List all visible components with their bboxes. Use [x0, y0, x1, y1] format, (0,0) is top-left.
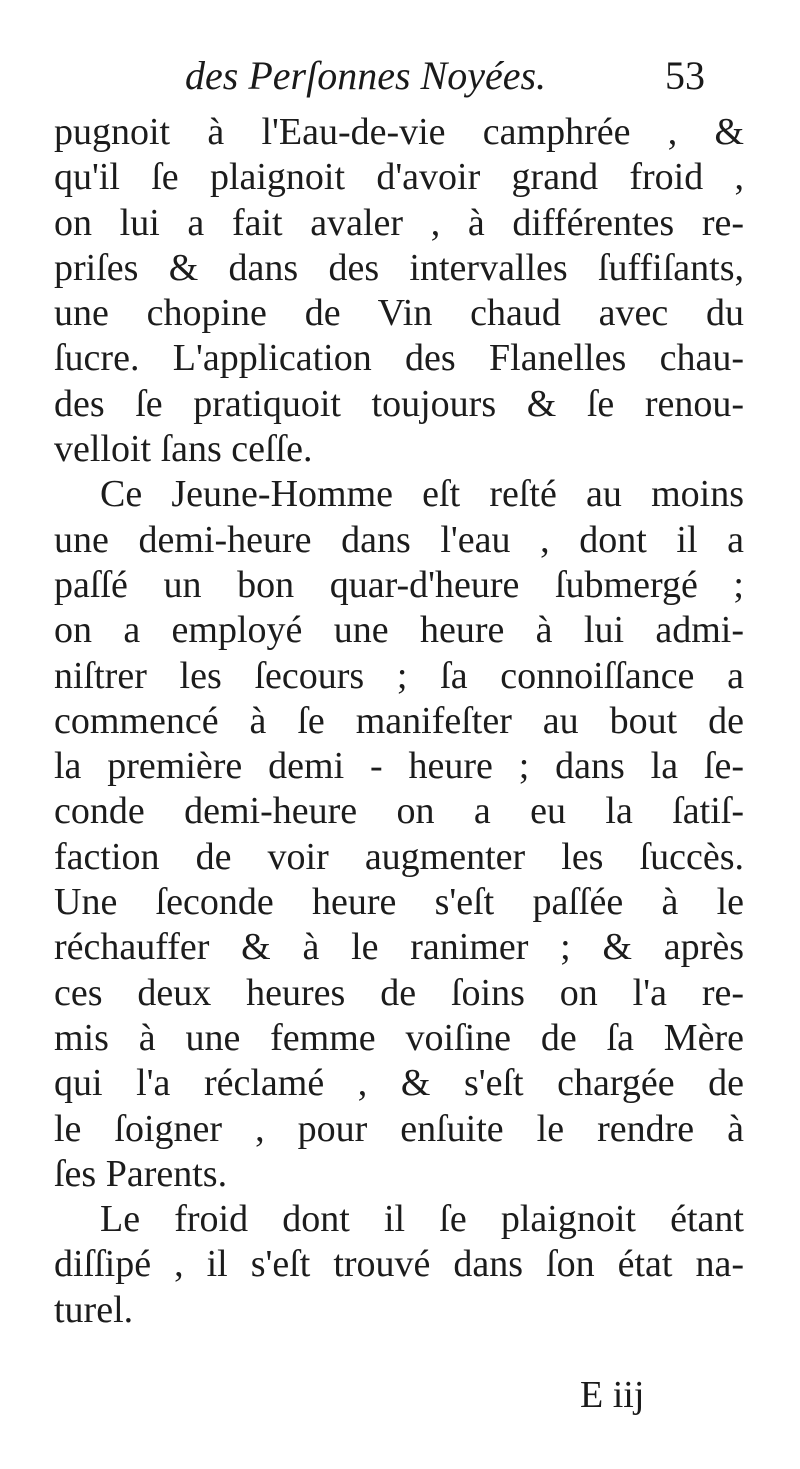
text-line: faction de voir augmenter les ſuccès. — [54, 835, 744, 878]
page-number: 53 — [665, 53, 705, 98]
text-line: commencé à ſe manifeſter au bout de — [54, 699, 744, 742]
text-line: une demi-heure dans l'eau , dont il a — [54, 518, 744, 561]
text-line: une chopine de Vin chaud avec du — [54, 292, 744, 335]
text-line: pugnoit à l'Eau-de-vie camphrée , & — [54, 111, 744, 153]
text-line: conde demi-heure on a eu la ſatiſ- — [54, 790, 744, 833]
text-line: réchauffer & à le ranimer ; & après — [54, 926, 744, 969]
text-line: on lui a fait avaler , à différentes re- — [54, 201, 744, 244]
text-line: ſucre. L'application des Flanelles chau- — [54, 337, 744, 380]
running-title: des Perſonnes Noyées. — [185, 53, 547, 98]
text-line: qu'il ſe plaignoit d'avoir grand froid , — [54, 156, 744, 199]
text-line: Le froid dont il ſe plaignoit étant — [100, 1198, 744, 1241]
text-line: qui l'a réclamé , & s'eſt chargée de — [54, 1062, 744, 1105]
text-line: ces deux heures de ſoins on l'a re- — [54, 971, 744, 1014]
text-line: mis à une femme voiſine de ſa Mère — [54, 1016, 744, 1059]
text-line: priſes & dans des intervalles ſuffiſants, — [54, 246, 744, 289]
text-line: Ce Jeune-Homme eſt reſté au moins — [100, 473, 744, 516]
text-line: la première demi - heure ; dans la ſe- — [54, 745, 744, 788]
text-line: velloit ſans ceſſe. — [54, 428, 313, 471]
text-line: des ſe pratiquoit toujours & ſe renou- — [54, 382, 744, 425]
running-head — [185, 48, 745, 104]
text-line: paſſé un bon quar-d'heure ſubmergé ; — [54, 563, 744, 606]
text-line: turel. — [54, 1288, 134, 1331]
text-line: diſſipé , il s'eſt trouvé dans ſon état na- — [54, 1243, 744, 1286]
text-line: le ſoigner , pour enſuite le rendre à — [54, 1107, 744, 1150]
signature-mark: E iij — [580, 1374, 645, 1416]
text-line: Une ſeconde heure s'eſt paſſée à le — [54, 881, 744, 924]
body-text — [54, 110, 744, 1333]
text-line: niſtrer les ſecours ; ſa connoiſſance a — [54, 654, 744, 697]
text-line: ſes Parents. — [54, 1152, 228, 1195]
text-line: on a employé une heure à lui admi- — [54, 609, 744, 652]
